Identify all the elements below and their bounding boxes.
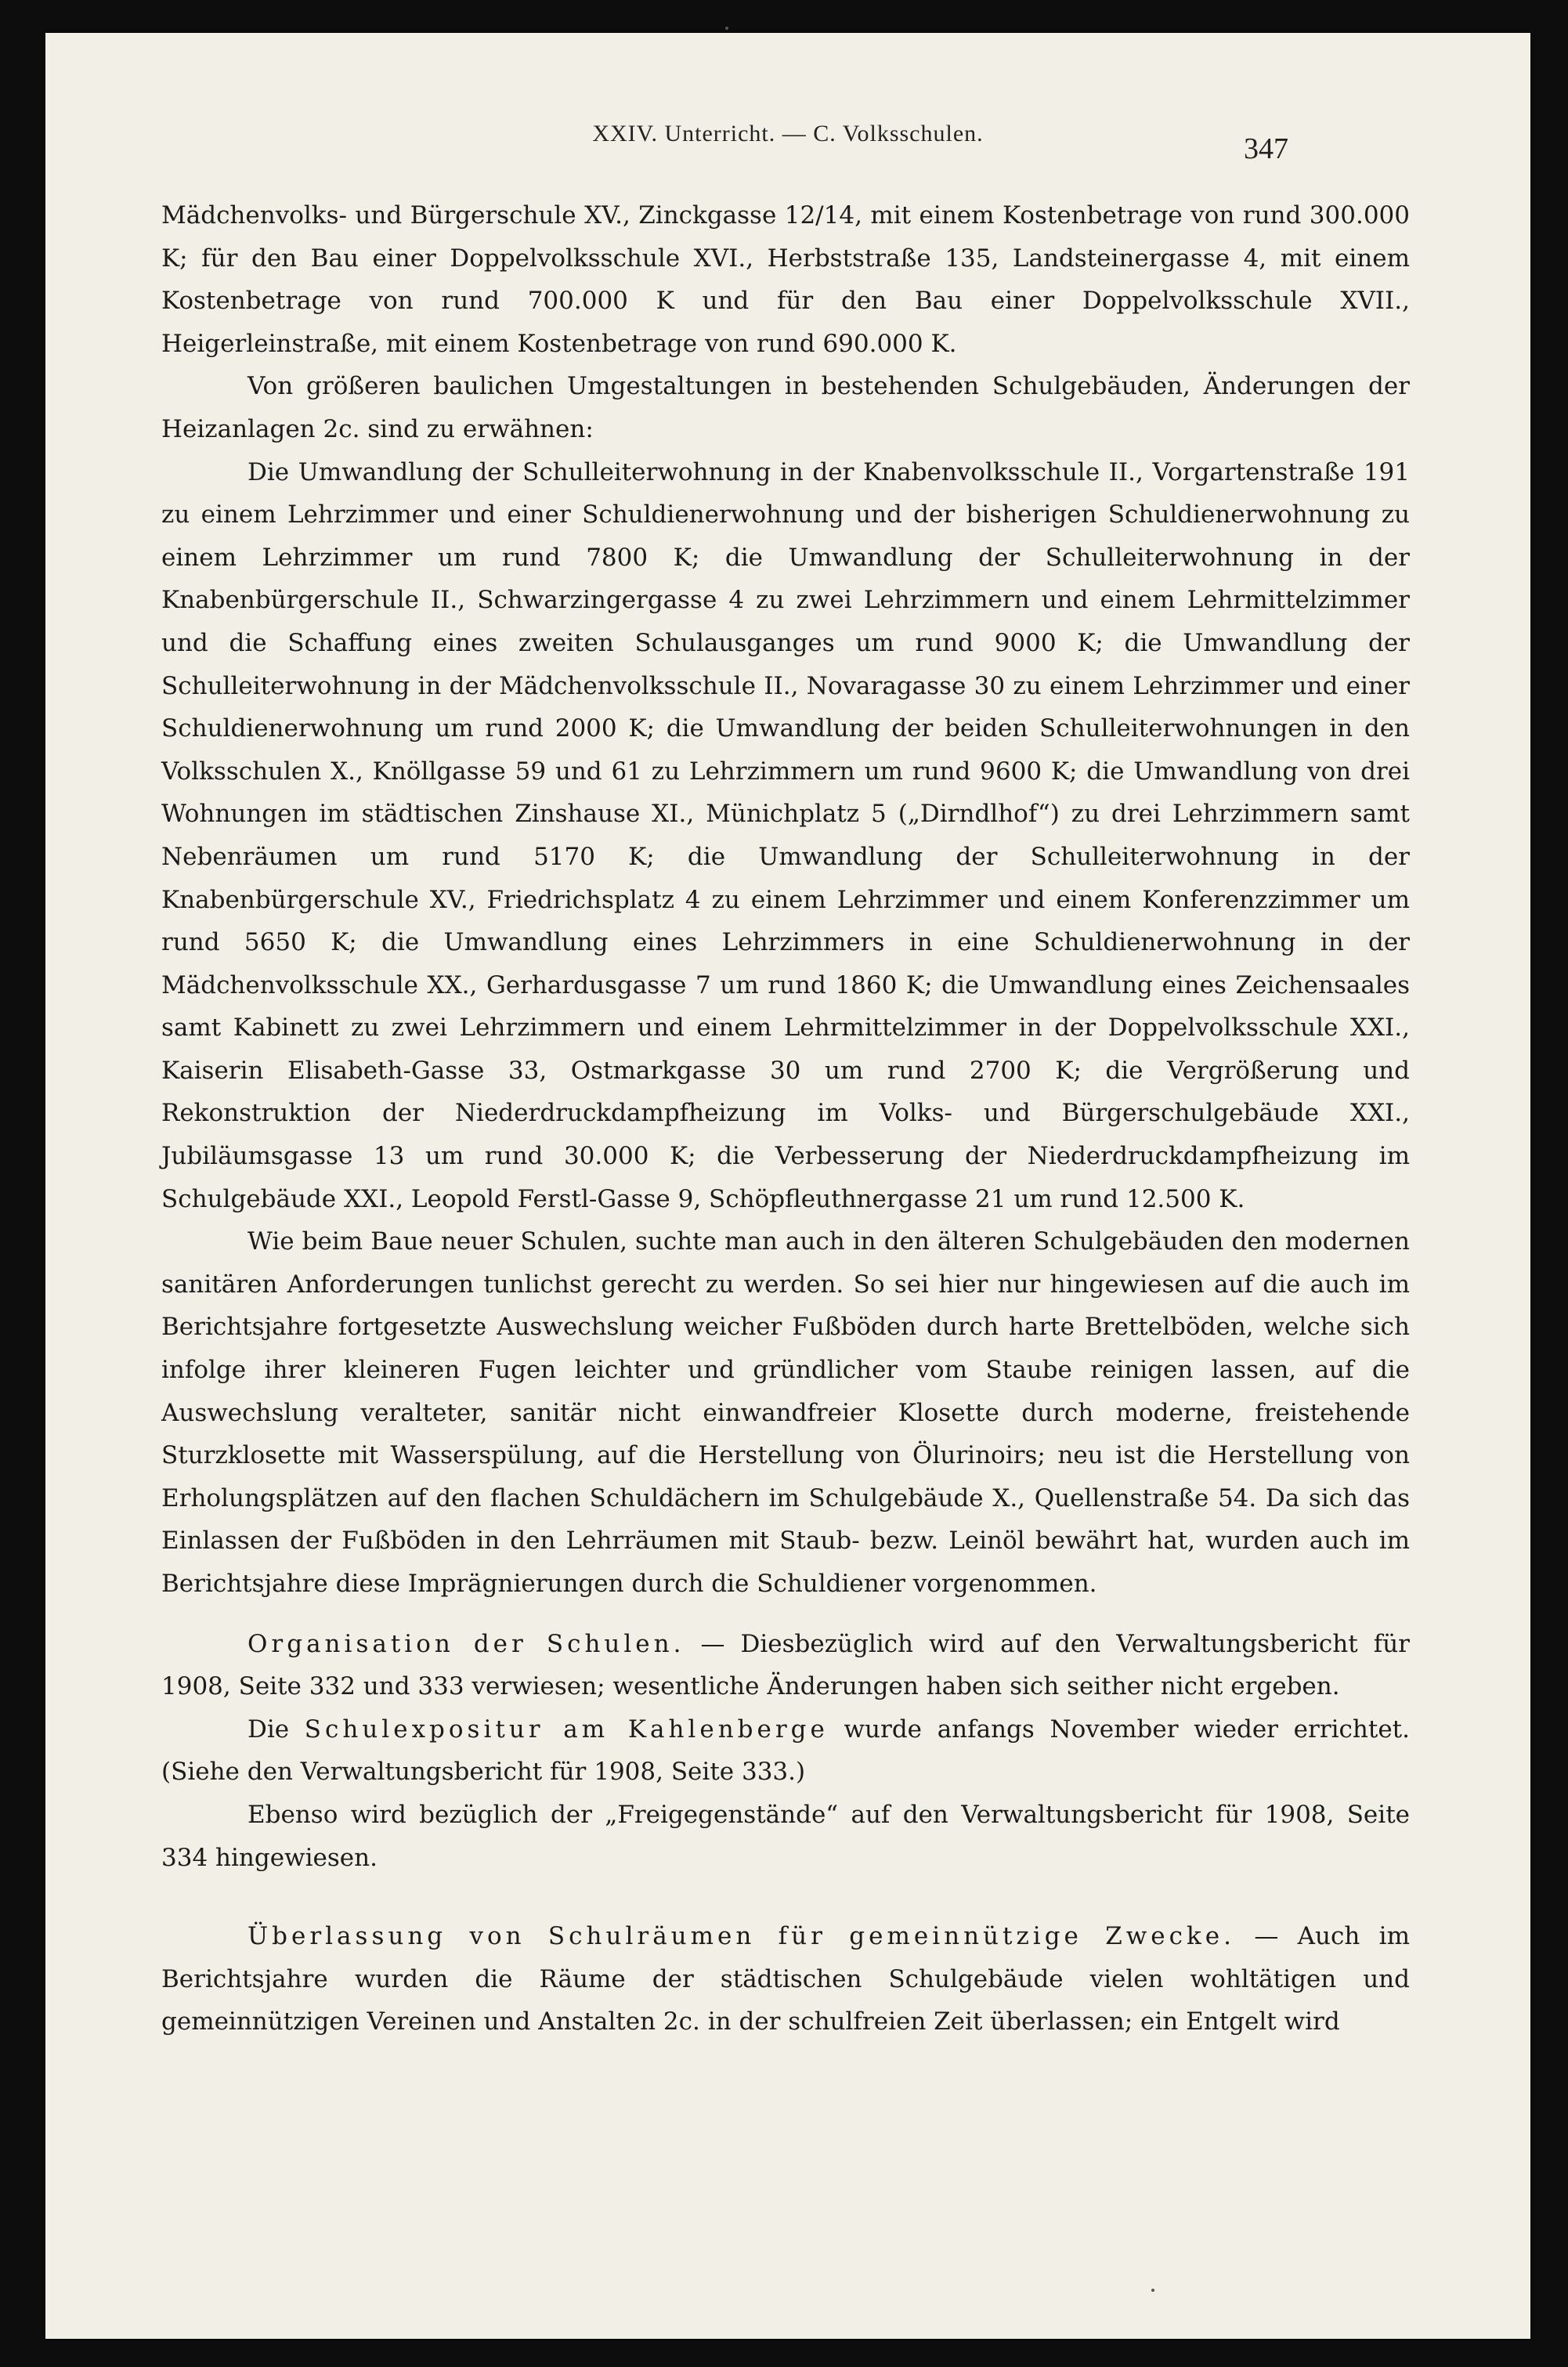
ueberlassung-text: — Auch im Berichtsjahre wurden die Räume der städtischen Schulgebäude vielen wohltätigen und gemeinnützigen Vereinen und Anstalten 2c. in der schulfreien Zeit überlassen; ein Entgelt wird <box>161 1922 1410 2036</box>
body-text <box>161 194 1410 2044</box>
scan-fleck <box>725 27 728 30</box>
section-heading-organisation: Organisation der Schulen. <box>247 1629 685 1658</box>
expositur-lead: Die <box>247 1715 305 1744</box>
paragraph-ueberlassung <box>161 1915 1410 2044</box>
paragraph-2: Von größeren baulichen Umgestaltungen in bestehenden Schulgebäuden, Änderungen der Heizanlagen 2c. sind zu erwähnen: <box>161 372 1410 443</box>
scanned-page <box>45 33 1530 2339</box>
paragraph-organisation <box>161 1623 1410 1708</box>
organisation-text: — Diesbezüglich wird auf den Verwaltungsbericht für 1908, Seite 332 und 333 verwiesen; wesentliche Änderungen haben sich seither nicht ergeben. <box>161 1629 1410 1701</box>
scan-fleck <box>1151 2289 1154 2292</box>
paragraph-3: Die Umwandlung der Schulleiterwohnung in der Knabenvolksschule II., Vorgartenstraße 191 zu einem Lehrzimmer und einer Schuldienerwohnung und der bisherigen Schuldienerwohnung zu einem Lehrzimmer um rund 7800 K; die Umwandlung der Schulleiterwohnung in der Knabenbürgerschule II., Schwarzingergasse 4 zu zwei Lehrzimmern und einem Lehrmittelzimmer und die Schaffung eines zweiten Schulausganges um rund 9000 K; die Umwandlung der Schulleiterwohnung in der Mädchenvolksschule II., Novaragasse 30 zu einem Lehrzimmer und einer Schuldienerwohnung um rund 2000 K; die Umwandlung der beiden Schulleiterwohnungen in den Volksschulen X., Knöllgasse 59 und 61 zu Lehrzimmern um rund 9600 K; die Umwandlung von drei Wohnungen im städtischen Zinshause XI., Münichplatz 5 („Dirndlhof“) zu drei Lehrzimmern samt Nebenräumen um rund 5170 K; die Umwandlung der Schulleiterwohnung in der Knabenbürgerschule XV., Friedrichsplatz 4 zu einem Lehrzimmer und einem Konferenzzimmer um rund 5650 K; die Umwandlung eines Lehrzimmers in eine Schuldienerwohnung in der Mädchenvolksschule XX., Gerhardusgasse 7 um rund 1860 K; die Umwandlung eines Zeichensaales samt Kabinett zu zwei Lehrzimmern und einem Lehrmittelzimmer in der Doppelvolksschule XXI., Kaiserin Elisabeth-Gasse 33, Ostmarkgasse 30 um rund 2700 K; die Vergrößerung und Rekonstruktion der Niederdruckdampfheizung im Volks- und Bürgerschulgebäude XXI., Jubiläumsgasse 13 um rund 30.000 K; die Verbesserung der Niederdruckdampfheizung im Schulgebäude XXI., Leopold Ferstl-Gasse 9, Schöpfleuthnergasse 21 um rund 12.500 K. <box>161 457 1410 1213</box>
page-number: 347 <box>1244 132 1288 165</box>
paragraph-expositur <box>161 1708 1410 1794</box>
expositur-text: wurde anfangs November wieder errichtet. (Siehe den Verwaltungsbericht für 1908, Seite 333.) <box>161 1715 1410 1787</box>
paragraph-freigegenstaende: Ebenso wird bezüglich der „Freigegenstände“ auf den Verwaltungsbericht für 1908, Seite 334 hingewiesen. <box>161 1800 1410 1872</box>
paragraph-1: Mädchenvolks- und Bürgerschule XV., Zinckgasse 12/14, mit einem Kostenbetrage von rund 300.000 K; für den Bau einer Doppelvolksschule XVI., Herbststraße 135, Landsteinergasse 4, mit einem Kostenbetrage von rund 700.000 K und für den Bau einer Doppelvolksschule XVII., Heigerleinstraße, mit einem Kostenbetrage von rund 690.000 K. <box>161 201 1410 358</box>
section-heading-expositur: Schulexpositur am Kahlenberge <box>304 1715 829 1744</box>
paragraph-4: Wie beim Baue neuer Schulen, suchte man auch in den älteren Schulgebäuden den modernen sanitären Anforderungen tunlichst gerecht zu werden. So sei hier nur hingewiesen auf die auch im Berichtsjahre fortgesetzte Auswechslung weicher Fußböden durch harte Brettelböden, welche sich infolge ihrer kleineren Fugen leichter und gründlicher vom Staube reinigen lassen, auf die Auswechslung veralteter, sanitär nicht einwandfreier Klosette durch moderne, freistehende Sturzklosette mit Wasserspülung, auf die Herstellung von Ölurinoirs; neu ist die Herstellung von Erholungsplätzen auf den flachen Schuldächern im Schulgebäude X., Quellenstraße 54. Da sich das Einlassen der Fußböden in den Lehrräumen mit Staub- bezw. Leinöl bewährt hat, wurden auch im Berichtsjahre diese Imprägnierungen durch die Schuldiener vorgenommen. <box>161 1227 1410 1598</box>
running-head: XXIV. Unterricht. — C. Volksschulen. <box>592 121 984 146</box>
section-heading-ueberlassung: Überlassung von Schulräumen für gemeinnützige Zwecke. <box>247 1922 1235 1951</box>
